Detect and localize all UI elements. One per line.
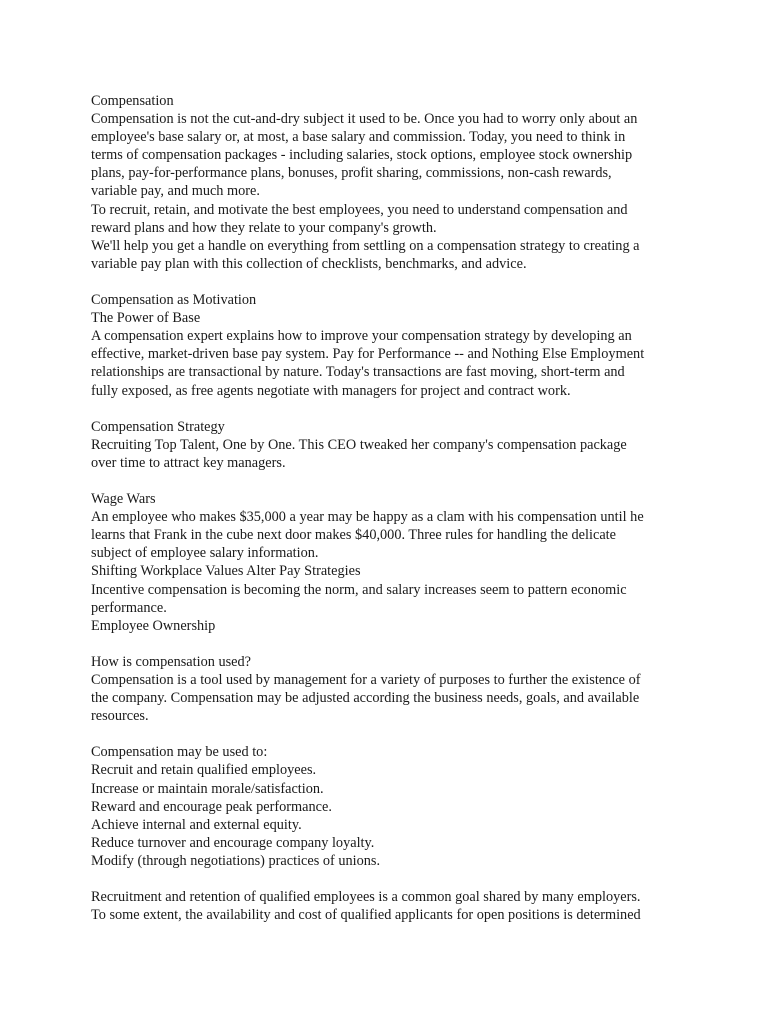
blank-line	[91, 472, 703, 490]
text-line: over time to attract key managers.	[91, 454, 286, 471]
text-line: employee's base salary or, at most, a base salary and commission. Today, you need to think in	[91, 129, 626, 146]
text-line: performance.	[91, 599, 167, 616]
blank-line	[91, 870, 703, 888]
text-line: Wage Wars	[91, 491, 156, 508]
text-line: Reduce turnover and encourage company loyalty.	[91, 834, 375, 851]
text-line: Compensation Strategy	[91, 418, 225, 435]
text-line: The Power of Base	[91, 310, 201, 327]
text-line: the company. Compensation may be adjusted according the business needs, goals, and available	[91, 690, 640, 707]
text-line: How is compensation used?	[91, 653, 252, 670]
text-line: Compensation is not the cut-and-dry subject it used to be. Once you had to worry only about an	[91, 111, 638, 128]
text-line: We'll help you get a handle on everything from settling on a compensation strategy to creating a	[91, 237, 640, 254]
paragraph-recruiting-top-talent	[91, 436, 703, 472]
heading-compensation-strategy	[91, 418, 703, 436]
blank-line	[91, 273, 703, 291]
text-line: learns that Frank in the cube next door makes $40,000. Three rules for handling the delicate	[91, 527, 616, 544]
heading-how-is-compensation-used	[91, 653, 703, 671]
text-line: Compensation is a tool used by management for a variety of purposes to further the existence of	[91, 672, 641, 688]
text-line: Achieve internal and external equity.	[91, 816, 302, 833]
text-line: Compensation as Motivation	[91, 292, 257, 309]
text-line: Increase or maintain morale/satisfaction.	[91, 780, 324, 797]
blank-line	[91, 635, 703, 653]
text-line: Reward and encourage peak performance.	[91, 798, 332, 815]
heading-power-of-base	[91, 309, 703, 327]
heading-compensation-may-be-used	[91, 743, 703, 761]
text-line: A compensation expert explains how to improve your compensation strategy by developing an	[91, 328, 632, 345]
text-line: Recruit and retain qualified employees.	[91, 762, 317, 779]
heading-employee-ownership	[91, 617, 703, 635]
heading-wage-wars	[91, 490, 703, 508]
text-line: Compensation may be used to:	[91, 744, 268, 761]
paragraph-wage-wars	[91, 508, 703, 562]
text-line: resources.	[91, 708, 149, 725]
text-line: variable pay plan with this collection of checklists, benchmarks, and advice.	[91, 255, 527, 272]
text-line: plans, pay-for-performance plans, bonuses, profit sharing, commissions, non-cash rewards,	[91, 165, 612, 182]
text-line: An employee who makes $35,000 a year may be happy as a clam with his compensation until he	[91, 509, 644, 526]
blank-line	[91, 725, 703, 743]
text-line: terms of compensation packages - including salaries, stock options, employee stock ownership	[91, 147, 633, 164]
text-line: fully exposed, as free agents negotiate with managers for project and contract work.	[91, 382, 571, 399]
text-line: Employee Ownership	[91, 617, 216, 634]
heading-shifting-workplace-values	[91, 562, 703, 580]
paragraph-compensation-tool	[91, 671, 703, 725]
paragraph-power-of-base	[91, 327, 703, 399]
text-line: relationships are transactional by nature. Today's transactions are fast moving, short-term and	[91, 364, 625, 381]
text-line: subject of employee salary information.	[91, 545, 319, 562]
paragraph-recruitment-retention	[91, 888, 703, 924]
blank-line	[91, 400, 703, 418]
heading-compensation	[91, 92, 703, 110]
text-line: Recruitment and retention of qualified employees is a common goal shared by many employers.	[91, 889, 641, 906]
paragraph-incentive	[91, 581, 703, 617]
text-line: To some extent, the availability and cost of qualified applicants for open positions is determined	[91, 907, 641, 924]
text-line: reward plans and how they relate to your company's growth.	[91, 219, 437, 236]
text-line: Modify (through negotiations) practices of unions.	[91, 852, 381, 869]
text-line: variable pay, and much more.	[91, 183, 260, 200]
text-line: effective, market-driven base pay system. Pay for Performance -- and Nothing Else Employment	[91, 346, 645, 363]
text-line: Compensation	[91, 93, 174, 109]
text-line: To recruit, retain, and motivate the best employees, you need to understand compensation and	[91, 201, 628, 218]
document-page	[91, 92, 703, 924]
heading-compensation-as-motivation	[91, 291, 703, 309]
paragraph-intro	[91, 110, 703, 200]
list-uses	[91, 761, 703, 870]
text-line: Incentive compensation is becoming the norm, and salary increases seem to pattern economic	[91, 581, 627, 598]
paragraph-recruit	[91, 201, 703, 237]
paragraph-help	[91, 237, 703, 273]
text-line: Recruiting Top Talent, One by One. This CEO tweaked her company's compensation package	[91, 436, 627, 453]
text-line: Shifting Workplace Values Alter Pay Strategies	[91, 563, 361, 580]
